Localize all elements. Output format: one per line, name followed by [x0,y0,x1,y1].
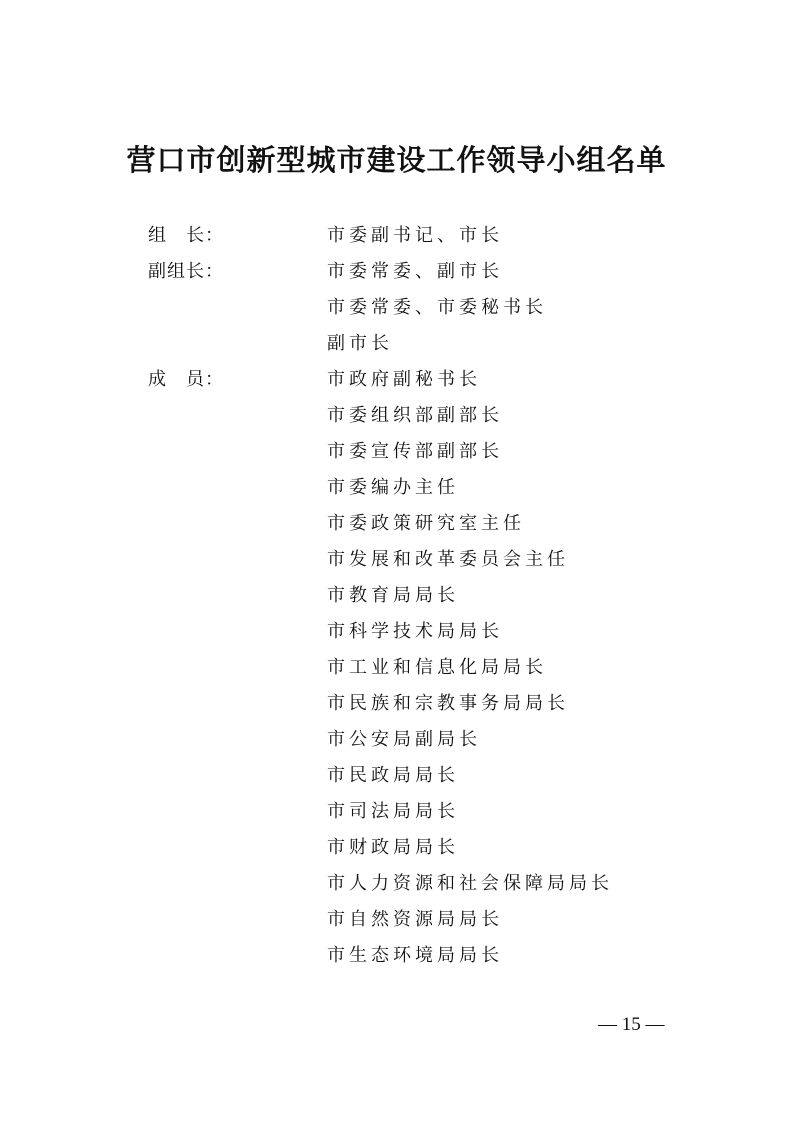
member-position: 市民政局局长 [327,765,459,786]
member-position: 市委政策研究室主任 [327,513,525,534]
member-position: 市委宣传部副部长 [327,441,503,462]
member-position: 市工业和信息化局局长 [327,657,547,678]
deputy-position: 副市长 [327,333,393,354]
member-position: 市委组织部副部长 [327,405,503,426]
member-position: 市科学技术局局长 [327,621,503,642]
member-position: 市财政局局长 [327,837,459,858]
deputy-position: 市委常委、市委秘书长 [327,297,547,318]
member-row [0,902,793,938]
member-row [0,866,793,902]
member-row [0,938,793,974]
member-position: 市教育局局长 [327,585,459,606]
members-role-label: 成 员： [148,369,224,390]
member-position: 市发展和改革委员会主任 [327,549,569,570]
member-position: 市人力资源和社会保障局局长 [327,873,613,894]
member-row [0,434,793,470]
leader-role-label: 组 长： [148,225,224,246]
member-row [0,614,793,650]
member-row [0,758,793,794]
deputy-row [0,326,793,362]
member-position: 市司法局局长 [327,801,459,822]
member-row [0,578,793,614]
member-position: 市生态环境局局长 [327,945,503,966]
member-row [0,650,793,686]
member-position: 市自然资源局局长 [327,909,503,930]
deputy-role-label: 副组长： [148,261,224,282]
member-row [0,470,793,506]
deputy-row [0,254,793,290]
member-row [0,722,793,758]
member-row [0,686,793,722]
member-position: 市政府副秘书长 [327,369,481,390]
member-position: 市民族和宗教事务局局长 [327,693,569,714]
leader-row [0,218,793,254]
document-title: 营口市创新型城市建设工作领导小组名单 [126,143,667,177]
member-position: 市公安局副局长 [327,729,481,750]
member-row [0,542,793,578]
member-row [0,362,793,398]
member-position: 市委编办主任 [327,477,459,498]
member-row [0,794,793,830]
page-number: — 15 — [598,1014,665,1035]
deputy-row [0,290,793,326]
leader-position: 市委副书记、市长 [327,225,503,246]
member-row [0,398,793,434]
member-row [0,506,793,542]
deputy-position: 市委常委、副市长 [327,261,503,282]
member-row [0,830,793,866]
